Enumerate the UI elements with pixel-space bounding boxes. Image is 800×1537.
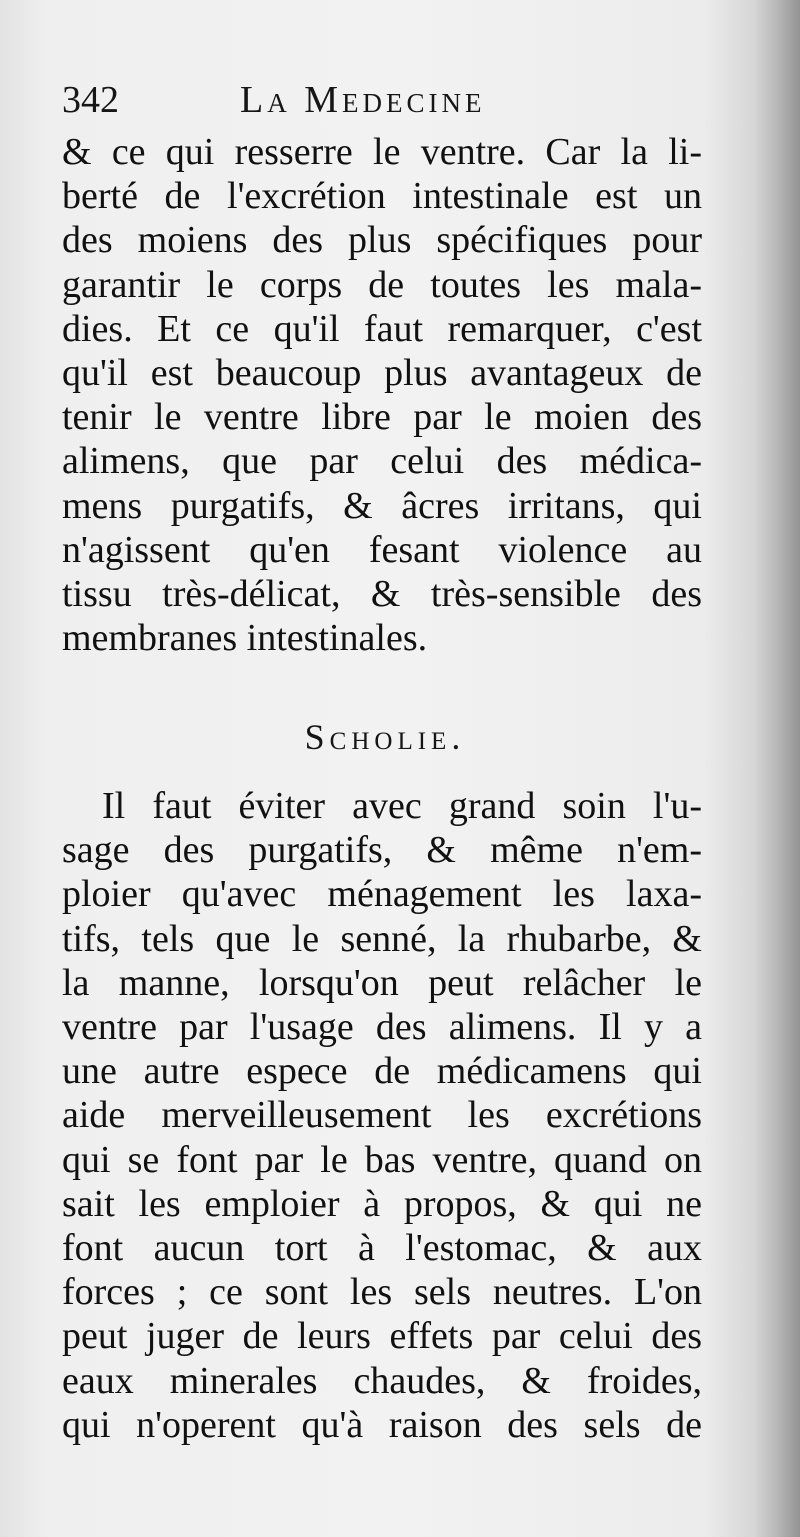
text-line: aide merveilleusement les excrétions: [62, 1094, 702, 1137]
text-line: tifs, tels que le senné, la rhubarbe, &: [62, 917, 702, 960]
text-line: membranes intestinales.: [62, 617, 428, 660]
text-line: tissu très-délicat, & très-sensible des: [62, 573, 702, 616]
binding-shadow: [754, 0, 800, 1537]
text-line: sage des purgatifs, & même n'em-: [62, 829, 702, 872]
text-line: berté de l'excrétion intestinale est un: [62, 175, 702, 218]
text-line: eaux minerales chaudes, & froides,: [62, 1359, 702, 1402]
text-line: une autre espece de médicamens qui: [62, 1050, 702, 1093]
paragraph-2: [62, 784, 702, 1447]
text-line: qu'il est beaucoup plus avantageux de: [62, 352, 702, 395]
text-line: font aucun tort à l'estomac, & aux: [62, 1227, 702, 1270]
text-line: qui se font par le bas ventre, quand on: [62, 1138, 702, 1181]
page-number: 342: [62, 79, 119, 121]
text-line: ploier qu'avec ménagement les laxa-: [62, 873, 702, 916]
text-line: sait les emploier à propos, & qui ne: [62, 1182, 702, 1225]
text-line: peut juger de leurs effets par celui des: [62, 1315, 702, 1358]
text-line: des moiens des plus spécifiques pour: [62, 219, 702, 262]
text-line: & ce qui resserre le ventre. Car la li-: [62, 131, 702, 173]
section-heading: Scholie.: [304, 717, 466, 757]
text-line: ventre par l'usage des alimens. Il y a: [62, 1006, 702, 1049]
text-line: qui n'operent qu'à raison des sels de: [62, 1403, 702, 1446]
text-line: n'agissent qu'en fesant violence au: [62, 528, 702, 571]
running-title: La Medecine: [240, 79, 486, 121]
text-line: dies. Et ce qu'il faut remarquer, c'est: [62, 307, 702, 350]
text-line: forces ; ce sont les sels neutres. L'on: [62, 1271, 702, 1314]
text-line: la manne, lorsqu'on peut relâcher le: [62, 961, 702, 1004]
text-line: mens purgatifs, & âcres irritans, qui: [62, 484, 702, 527]
text-line: tenir le ventre libre par le moien des: [62, 396, 702, 439]
paragraph-1: [62, 130, 702, 660]
text-line: garantir le corps de toutes les mala-: [62, 263, 702, 306]
text-line: Il faut éviter avec grand soin l'u-: [102, 785, 702, 827]
text-line: alimens, que par celui des médica-: [62, 440, 702, 483]
